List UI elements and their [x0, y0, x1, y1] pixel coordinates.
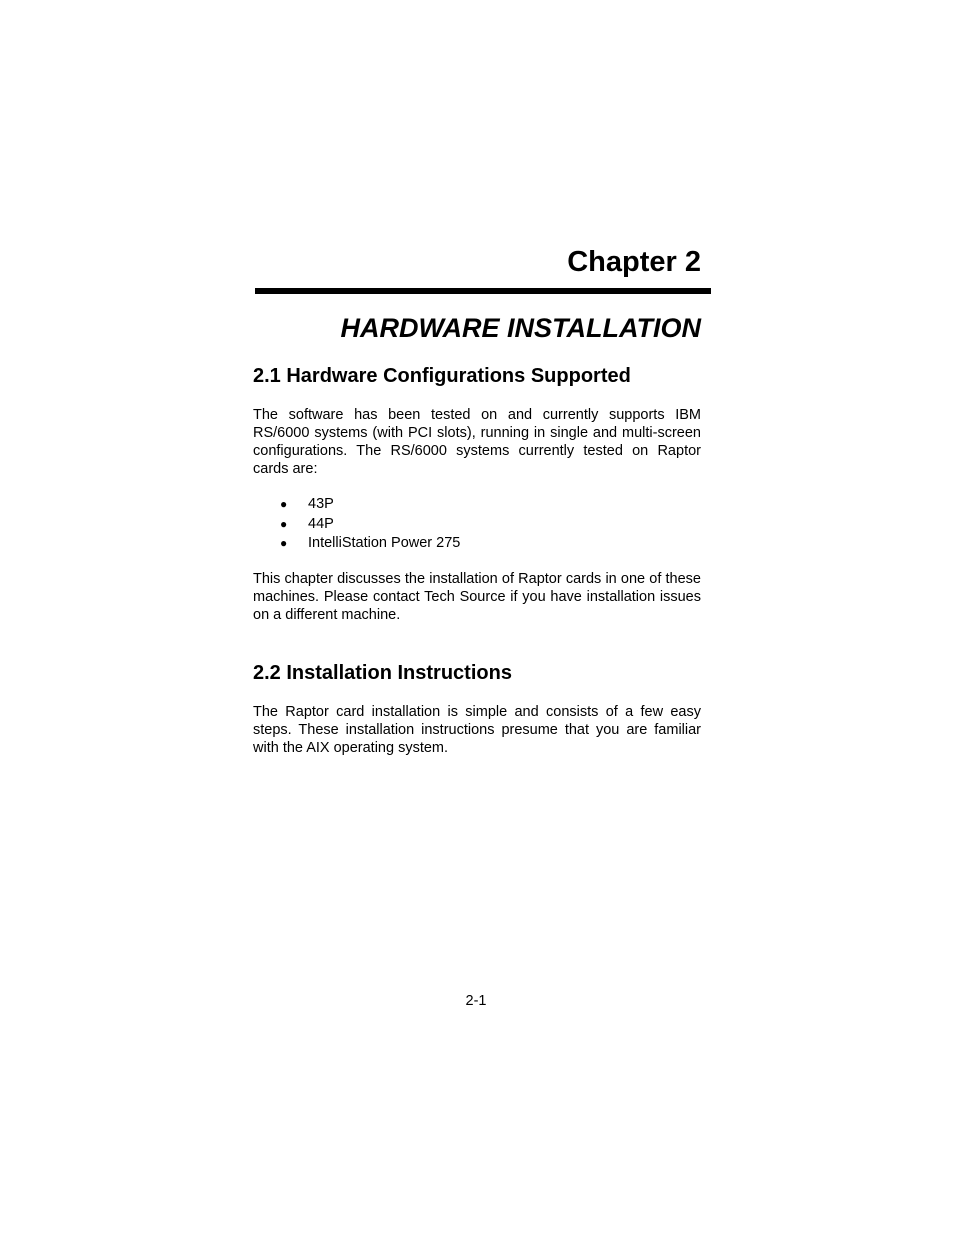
list-item [253, 534, 701, 554]
section1-paragraph-1: The software has been tested on and currently supports IBM RS/6000 systems (with PCI slots), running in single and multi-screen configurations. The RS/6000 systems currently tested on Raptor cards are: [253, 407, 701, 477]
chapter-subtitle: HARDWARE INSTALLATION [340, 313, 701, 343]
bullet-icon: ● [280, 516, 288, 531]
supported-systems-list [253, 495, 701, 554]
section-heading-installation-instructions: 2.2 Installation Instructions [253, 662, 512, 684]
section2-paragraph-1: The Raptor card installation is simple and consists of a few easy steps. These installation instructions presume that you are familiar with the AIX operating system. [253, 704, 701, 756]
list-item-text: 44P [308, 515, 334, 532]
list-item-text: IntelliStation Power 275 [308, 535, 461, 551]
bullet-icon: ● [280, 497, 288, 511]
section1-paragraph-2: This chapter discusses the installation of Raptor cards in one of these machines. Please contact Tech Source if you have installation issues on a different machine. [253, 571, 701, 623]
page-number: 2-1 [465, 993, 487, 1009]
list-item [253, 495, 701, 515]
chapter-title: Chapter 2 [567, 246, 701, 278]
list-item-text: 43P [308, 496, 334, 512]
list-item [253, 515, 701, 535]
chapter-divider [255, 288, 711, 294]
bullet-icon: ● [280, 536, 288, 550]
section-heading-hardware-configurations: 2.1 Hardware Configurations Supported [253, 365, 631, 387]
